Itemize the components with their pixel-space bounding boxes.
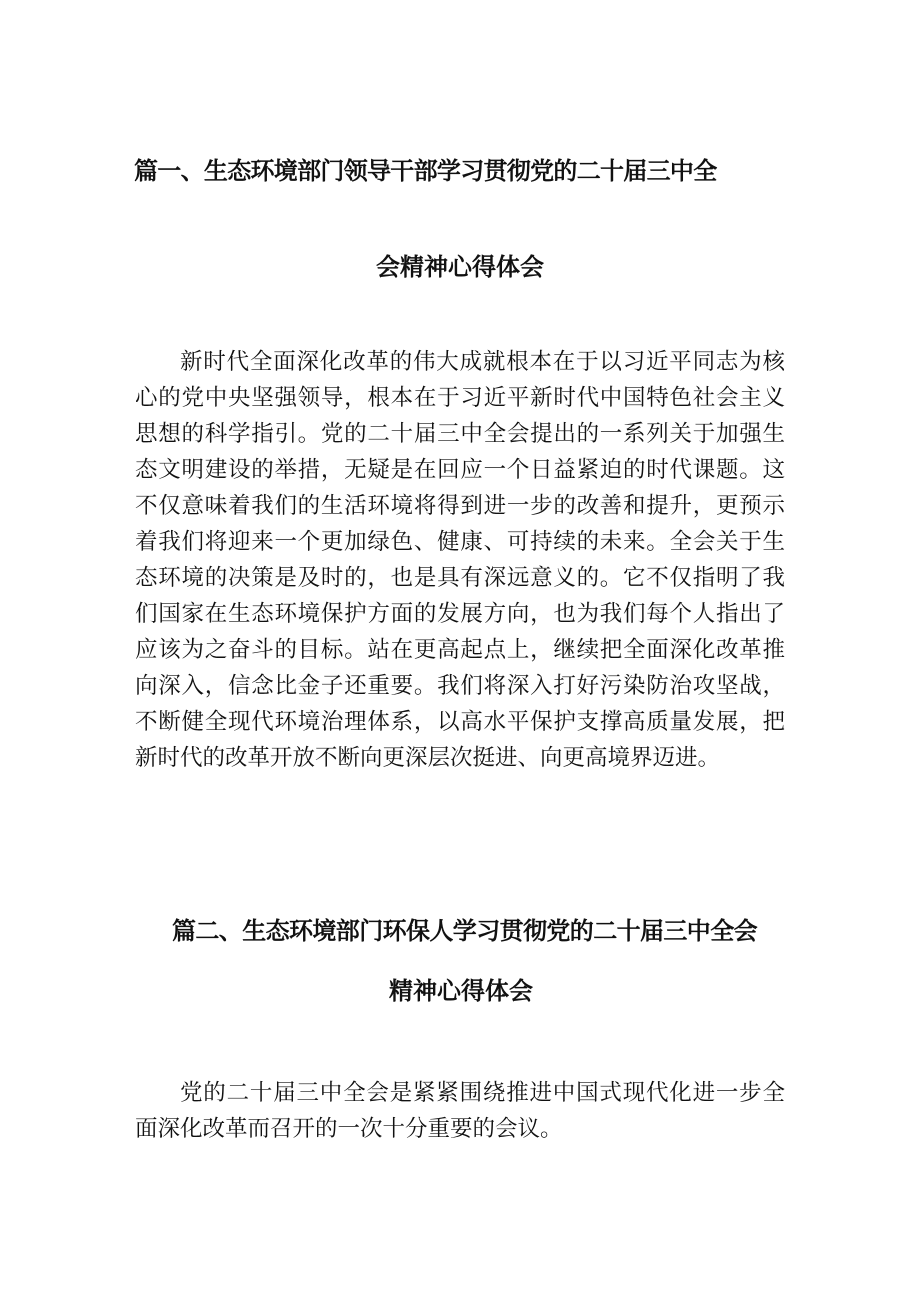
paragraph-line: 向深入，信念比金子还重要。我们将深入打好污染防治攻坚战， xyxy=(135,673,785,699)
paragraph-line: 态环境的决策是及时的，也是具有深远意义的。它不仅指明了我 xyxy=(135,565,785,591)
paragraph-line: 心的党中央坚强领导，根本在于习近平新时代中国特色社会主义 xyxy=(135,385,785,411)
paragraph-line: 新时代的改革开放不断向更深层次挺进、向更高境界迈进。 xyxy=(135,745,721,771)
section-2-title-line-2: 精神心得体会 xyxy=(389,977,533,1005)
paragraph-line: 着我们将迎来一个更加绿色、健康、可持续的未来。全会关于生 xyxy=(135,529,785,555)
paragraph-line: 们国家在生态环境保护方面的发展方向，也为我们每个人指出了 xyxy=(135,601,785,627)
paragraph-line: 新时代全面深化改革的伟大成就根本在于以习近平同志为核 xyxy=(180,349,785,375)
section-1-paragraph xyxy=(135,344,785,776)
paragraph-line: 态文明建设的举措，无疑是在回应一个日益紧迫的时代课题。这 xyxy=(135,457,785,483)
paragraph-line: 党的二十届三中全会是紧紧围绕推进中国式现代化进一步全 xyxy=(180,1080,785,1106)
section-1-title-line-2: 会精神心得体会 xyxy=(376,253,544,281)
paragraph-line: 面深化改革而召开的一次十分重要的会议。 xyxy=(135,1116,563,1142)
paragraph-line: 不仅意味着我们的生活环境将得到进一步的改善和提升，更预示 xyxy=(135,493,785,519)
paragraph-line: 思想的科学指引。党的二十届三中全会提出的一系列关于加强生 xyxy=(135,421,785,447)
paragraph-line: 不断健全现代环境治理体系，以高水平保护支撑高质量发展，把 xyxy=(135,709,785,735)
paragraph-line: 应该为之奋斗的目标。站在更高起点上，继续把全面深化改革推 xyxy=(135,637,785,663)
section-2-title-line-1: 篇二、生态环境部门环保人学习贯彻党的二十届三中全会 xyxy=(172,917,757,945)
section-2-paragraph xyxy=(135,1075,785,1147)
section-1-title-line-1: 篇一、生态环境部门领导干部学习贯彻党的二十届三中全 xyxy=(134,157,717,185)
